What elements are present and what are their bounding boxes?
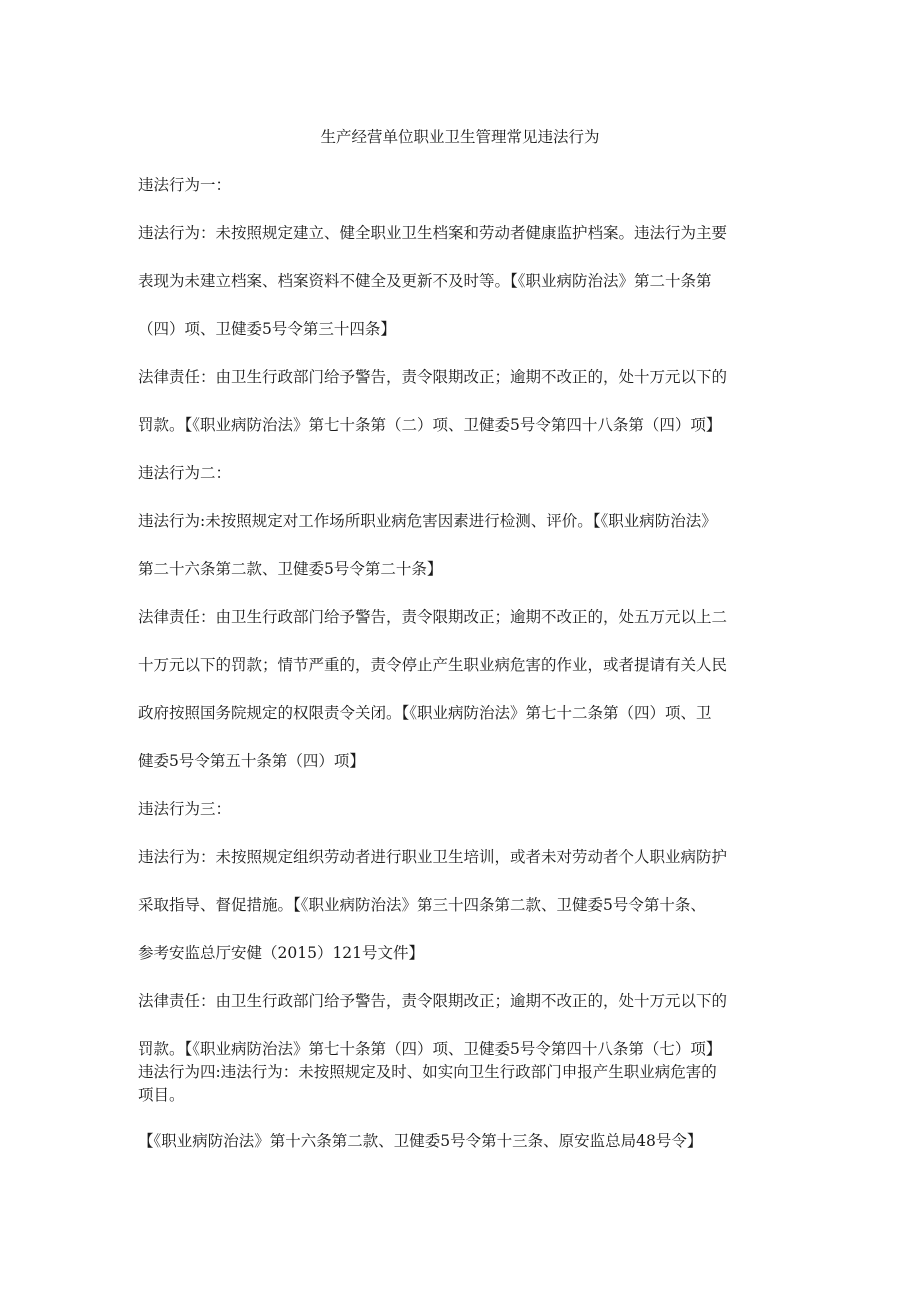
section-heading: 违法行为三： — [138, 800, 232, 818]
text-line: 法律责任：由卫生行政部门给予警告，责令限期改正；逾期不改正的，处十万元以下的 — [138, 368, 728, 386]
text-line: 违法行为：未按照规定组织劳动者进行职业卫生培训，或者未对劳动者个人职业病防护 — [138, 848, 728, 866]
text-line: 政府按照国务院规定的权限责令关闭。【《职业病防治法》第七十二条第（四）项、卫 — [138, 704, 712, 722]
section-heading: 违法行为二： — [138, 464, 232, 482]
text-line: 法律责任：由卫生行政部门给予警告，责令限期改正；逾期不改正的，处十万元以下的 — [138, 992, 728, 1010]
text-line: 违法行为:未按照规定对工作场所职业病危害因素进行检测、评价。【《职业病防治法》 — [138, 512, 717, 530]
text-line: 第二十六条第二款、卫健委5号令第二十条】 — [138, 560, 443, 578]
page-title: 生产经营单位职业卫生管理常见违法行为 — [320, 128, 600, 146]
text-line: 违法行为：未按照规定建立、健全职业卫生档案和劳动者健康监护档案。违法行为主要 — [138, 224, 728, 242]
text-line: 表现为未建立档案、档案资料不健全及更新不及时等。【《职业病防治法》第二十条第 — [138, 272, 712, 290]
text-line: 罚款。【《职业病防治法》第七十条第（四）项、卫健委5号令第四十八条第（七）项】 — [138, 1040, 722, 1058]
text-line: （四）项、卫健委5号令第三十四条】 — [138, 320, 396, 338]
text-line: 采取指导、督促措施。【《职业病防治法》第三十四条第二款、卫健委5号令第十条、 — [138, 896, 706, 914]
text-line: 罚款。【《职业病防治法》第七十条第（二）项、卫健委5号令第四十八条第（四）项】 — [138, 416, 722, 434]
text-line: 健委5号令第五十条第（四）项】 — [138, 752, 365, 770]
text-line: 【《职业病防治法》第十六条第二款、卫健委5号令第十三条、原安监总局48号令】 — [138, 1132, 703, 1150]
section-heading: 违法行为一： — [138, 176, 232, 194]
text-line: 十万元以下的罚款；情节严重的，责令停止产生职业病危害的作业，或者提请有关人民 — [138, 656, 728, 674]
section-heading: 违法行为四:违法行为：未按照规定及时、如实向卫生行政部门申报产生职业病危害的 — [138, 1063, 717, 1081]
text-line: 项目。 — [138, 1086, 185, 1104]
text-line: 参考安监总厅安健（2015）121号文件】 — [138, 944, 425, 962]
text-line: 法律责任：由卫生行政部门给予警告，责令限期改正；逾期不改正的，处五万元以上二 — [138, 608, 728, 626]
